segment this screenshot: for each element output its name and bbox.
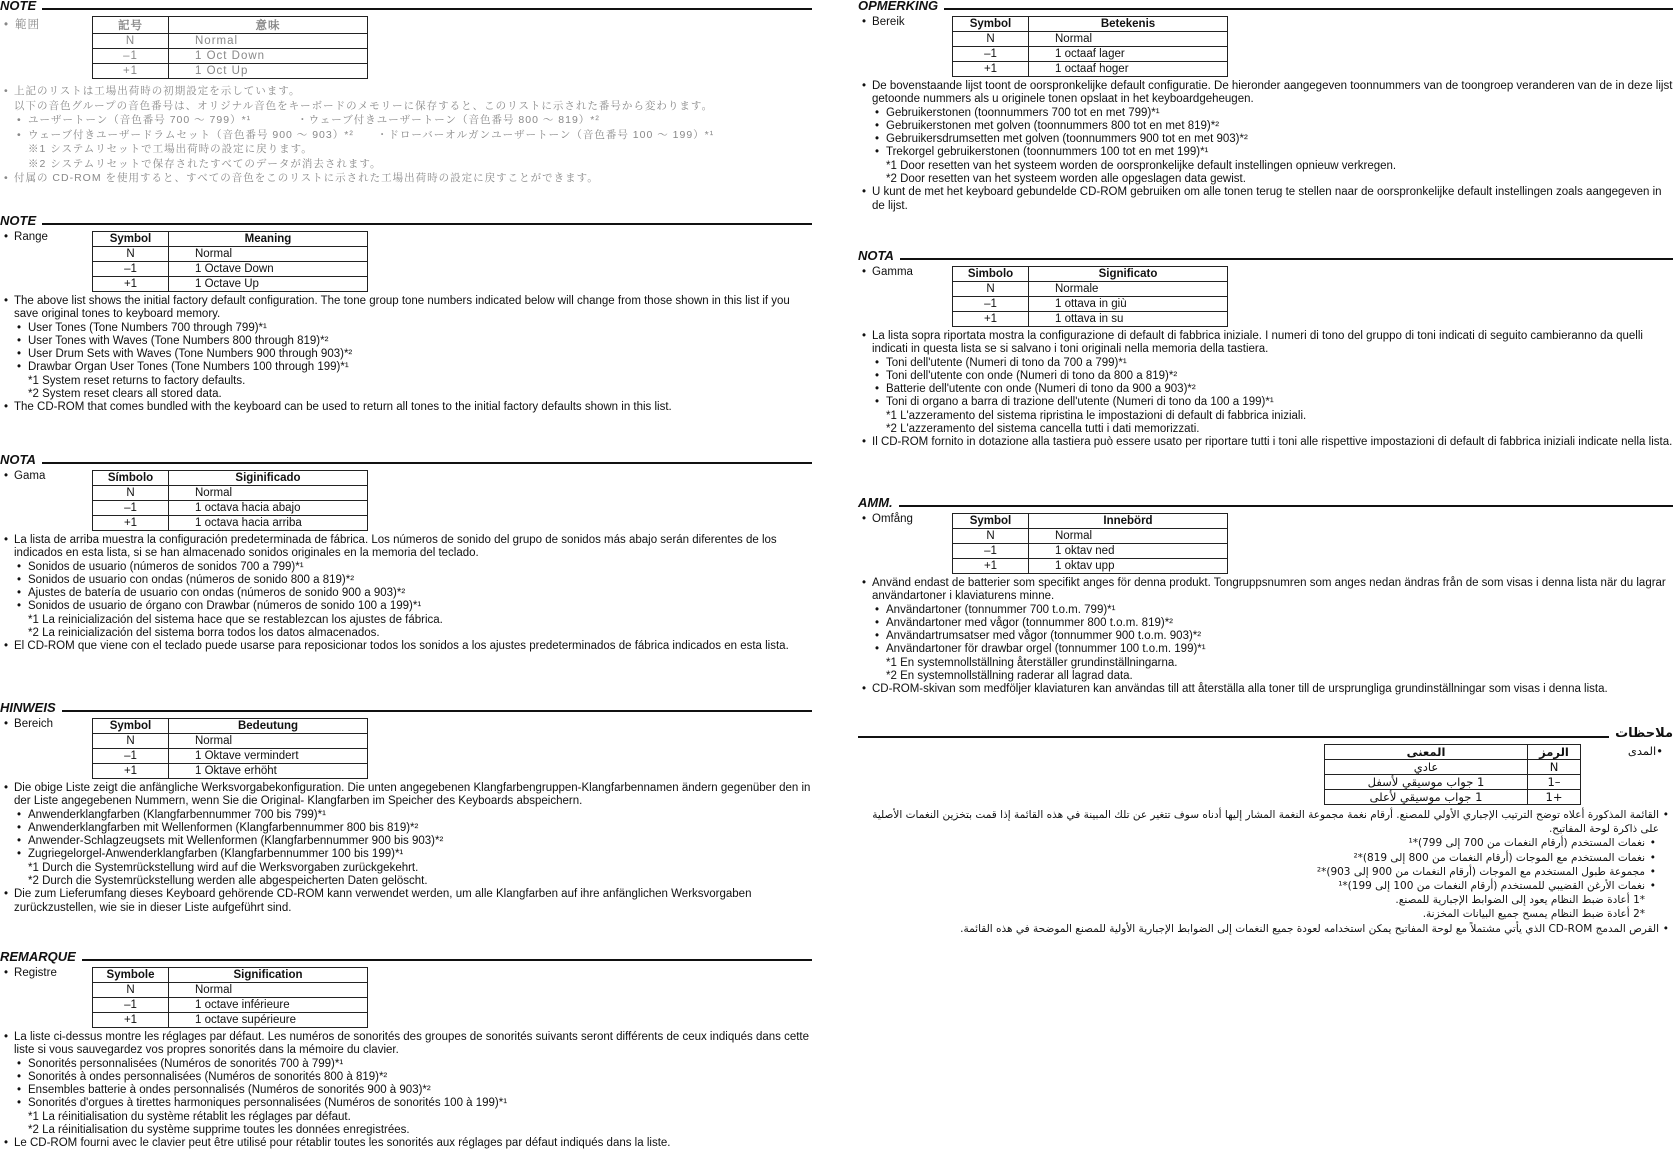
symbol-table: Symbol Betekenis N Normal –1 1 octaaf lager +1 1 octaaf hoger [952, 16, 1228, 77]
section-heading: OPMERKING [858, 0, 1673, 14]
heading-rule [858, 258, 1673, 260]
heading-rule [0, 462, 812, 464]
range-label: • 範囲 [4, 19, 41, 31]
heading-rule [858, 8, 1673, 10]
range-label: • Gama [4, 470, 46, 482]
heading-rule [0, 959, 812, 961]
symbol-table: Symbol Innebörd N Normal –1 1 oktav ned +1 1 oktav upp [952, 513, 1228, 574]
range-label: • Range [4, 231, 48, 243]
section-heading: ملاحظات [858, 728, 1673, 742]
range-label: • Omfång [862, 513, 913, 525]
range-label: • Gamma [862, 266, 913, 278]
section-body: • La liste ci-dessus montre les réglages par défaut. Les numéros de sonorités des groupes de sonorités suivants seront différents de ceux indiqués dans cette liste si vous sauvegardez vos propres sonorités dans la mémoire du clavier. • Sonorités personnalisées (Numéros de sonorités 700 à 799)*¹ • Sonorités à ondes personnalisées (Numéros de sonorités 800 à 819)*² • Ensembles batterie à ondes personnalisés (Numéros de sonorités 900 à 903)*² • Sonorités d'orgues à tirettes harmoniques personnalisées (Numéros de sonorités 100 à 199)*¹ *1 La réinitialisation du système rétablit les réglages par défaut. *2 La réinitialisation du système supprime toutes les données enregistrées. • Le CD-ROM fourni avec le clavier peut être utilisé pour rétablir toutes les sonorités aux réglages par défaut indiqués dans la liste. [4, 1031, 810, 1150]
section-heading: NOTA [0, 454, 812, 468]
heading-rule [0, 223, 812, 225]
symbol-table: Simbolo Significato N Normale –1 1 ottava in giù +1 1 ottava in su [952, 266, 1228, 327]
section-heading: NOTA [858, 250, 1673, 264]
range-label: • Bereich [4, 718, 54, 730]
symbol-table: Símbolo Siginificado N Normal –1 1 octava hacia abajo +1 1 octava hacia arriba [92, 470, 368, 531]
symbol-table: الرمز المعنى N عادي –1 1 جواب موسيقي لأسفل +1 1 جواب موسيقي لأعلى [1324, 744, 1581, 805]
symbol-table: Symbol Bedeutung N Normal –1 1 Oktave vermindert +1 1 Oktave erhöht [92, 718, 368, 779]
section-heading: NOTE [0, 215, 812, 229]
section-dutch [858, 0, 1673, 213]
section-body: • La lista de arriba muestra la configuración predeterminada de fábrica. Los números de sonido del grupo de sonidos más abajo serán diferentes de los indicados en esta lista, si se han almacenado sonidos originales en la memoria del teclado. • Sonidos de usuario (números de sonidos 700 a 799)*¹ • Sonidos de usuario con ondas (números de sonido 800 a 819)*² • Ajustes de batería de usuario con ondas (números de sonido 900 a 903)*² • Sonidos de usuario de órgano con Drawbar (números de sonido 100 a 199)*¹ *1 La reinicialización del sistema hace que se restablezcan los ajustes de fábrica. *2 La reinicialización del sistema borra todos los datos almacenados. • El CD-ROM que viene con el teclado puede usarse para reposicionar todos los sonidos a los ajustes predeterminados de fábrica indicados en esta lista. [4, 534, 789, 653]
section-spanish [0, 454, 812, 654]
heading-rule [858, 736, 1673, 738]
symbol-table: Symbole Signification N Normal –1 1 octave inférieure +1 1 octave supérieure [92, 967, 368, 1028]
section-heading: AMM. [858, 497, 1673, 511]
section-french [0, 951, 812, 1151]
range-label: • Bereik [862, 16, 905, 28]
section-body: • La lista sopra riportata mostra la configurazione di default di fabbrica iniziale. I numeri di tono del gruppo di toni indicati di seguito cambieranno da quelli indicati in questa lista se si salvano i toni originali nella memoria della tastiera. • Toni dell'utente (Numeri di tono da 700 a 799)*¹ • Toni dell'utente con onde (Numeri di tono da 800 a 819)*² • Batterie dell'utente con onde (Numeri di tono da 900 a 903)*² • Toni di organo a barra di trazione dell'utente (Numeri di tono da 100 a 199)*¹ *1 L'azzeramento del sistema ripristina le impostazioni di default di fabbrica iniziali. *2 L'azzeramento del sistema cancella tutti i dati memorizzati. • Il CD-ROM fornito in dotazione alla tastiera può essere usato per riportare tutti i toni alle rispettive impostazioni di default di fabbrica iniziali indicate nella lista. [862, 330, 1673, 449]
heading-rule [0, 710, 812, 712]
symbol-table: Symbol Meaning N Normal –1 1 Octave Down +1 1 Octave Up [92, 231, 368, 292]
section-body: • Använd endast de batterier som specifikt anges för denna produkt. Tongruppsnumren som anges nedan ändras från de som visas i denna lista när du lagrar användartoner i klaviaturens minne. • Användartoner (tonnummer 700 t.o.m. 799)*¹ • Användartoner med vågor (tonnummer 800 t.o.m. 819)*² • Användartrumsatser med vågor (tonnummer 900 t.o.m. 903)*² • Användartoner för drawbar orgel (tonnummer 100 t.o.m. 199)*¹ *1 En systemnollställning återställer grundinställningarna. *2 En systemnollställning raderar all lagrad data. • CD-ROM-skivan som medföljer klaviaturen kan användas till att återställa alla toner till de ursprungliga grundinställningar som visas i denna lista. [862, 577, 1666, 696]
section-heading: HINWEIS [0, 702, 812, 716]
section-heading: REMARQUE [0, 951, 812, 965]
section-swedish [858, 497, 1673, 697]
range-label: •المدى [1627, 744, 1663, 758]
section-body: • Die obige Liste zeigt die anfängliche Werksvorgabekonfiguration. Die unten angegebenen Klangfarbengruppen-Klangfarbennamen ändern gegenüber den in der Liste angegebenen Nummern, wenn Sie die Original- Klangfarben im Speicher des Keyboards abspeichern. • Anwenderklangfarben (Klangfarbennummer 700 bis 799)*¹ • Anwenderklangfarben mit Wellenformen (Klangfarbennummer 800 bis 819)*² • Anwender-Schlagzeugsets mit Wellenformen (Klangfarbennummer 900 bis 903)*² • Zugriegelorgel-Anwenderklangfarben (Klangfarbennummer 100 bis 199)*¹ *1 Durch die Systemrückstellung wird auf die Werksvorgaben zurückgekehrt. *2 Durch die Systemrückstellung werden alle abgespeicherten Daten gelöscht. • Die zum Lieferumfang dieses Keyboard gehörende CD-ROM kann verwendet werden, um alle Klangfarben auf ihre anfänglichen Werksvorgaben zurückzustellen, wie sie in dieser Liste aufgeführt sind. [4, 782, 811, 914]
section-body: • De bovenstaande lijst toont de oorspronkelijke default configuratie. De hieronder aangegeven toonnummers van de toongroep veranderen van de in deze lijst getoonde nummers als u originele tonen opslaat in het keyboardgeheugen. • Gebruikerstonen (toonnummers 700 tot en met 799)*¹ • Gebruikerstonen met golven (toonnummers 800 tot en met 819)*² • Gebruikersdrumsetten met golven (toonnummers 900 tot en met 903)*² • Trekorgel gebruikerstonen (toonnummers 100 tot en met 199)*¹ *1 Door resetten van het systeem worden de oorspronkelijke default instellingen opnieuw verkregen. *2 Door resetten van het systeem worden alle opgeslagen data gewist. • U kunt de met het keyboard gebundelde CD-ROM gebruiken om alle tonen terug te stellen naar de oorspronkelijke default instellingen zoals aangegeven in de lijst. [862, 80, 1673, 212]
section-body: • The above list shows the initial factory default configuration. The tone group tone numbers indicated below will change from those shown in this list if you save original tones to keyboard memory. • User Tones (Tone Numbers 700 through 799)*¹ • User Tones with Waves (Tone Numbers 800 through 819)*² • User Drum Sets with Waves (Tone Numbers 900 through 903)*² • Drawbar Organ User Tones (Tone Numbers 100 through 199)*¹ *1 System reset returns to factory defaults. *2 System reset clears all stored data. • The CD-ROM that comes bundled with the keyboard can be used to return all tones to the initial factory defaults shown in this list. [4, 295, 790, 414]
section-arabic [858, 728, 1673, 936]
section-body: • القائمة المذكورة أعلاه توضح الترتيب الإجباري الأولي للمصنع. أرقام نغمة مجموعة النغمة المشار إليها أدناه سوف تتغير عن تلك المبينة في هذه القائمة إذا قمت بتخزين النغمات الأصلية على ذاكرة لوحة المفاتيح. • نغمات المستخدم (أرقام النغمات من 700 إلى 799)*¹ • نغمات المستخدم مع الموجات (أرقام النغمات من 800 إلى 819)*² • مجموعة طبول المستخدم مع الموجات (أرقام النغمات من 900 إلى 903)*² • نغمات الأرغن القضيبي للمستخدم (أرقام النغمات من 100 إلى 199)*¹ *1 أعادة ضبط النظام يعود إلى الضوابط الإجبارية للمصنع. *2 أعادة ضبط النظام يمسح جميع البيانات المخزنة. • القرص المدمج CD-ROM الذي يأتي مشتملاً مع لوحة المفاتيح يمكن استخدامه لعودة جميع النغمات إلى الضوابط الإجبارية الأولية للمصنع الموضحة في هذه القائمة. [872, 809, 1669, 935]
heading-rule [0, 8, 812, 10]
range-label: • Registre [4, 967, 57, 979]
section-english [0, 215, 812, 415]
symbol-table: 記号 意味 N Normal –1 1 Oct Down +1 1 Oct Up [92, 16, 368, 79]
section-italian [858, 250, 1673, 450]
section-heading: NOTE [0, 0, 812, 14]
section-german [0, 702, 812, 915]
section-japanese [0, 0, 812, 186]
section-body: • 上記のリストは工場出荷時の初期設定を示しています。 以下の音色グループの音色番号は、オリジナル音色をキーボードのメモリーに保存すると、このリストに示された番号から変わります。 • ユーザートーン（音色番号 700 〜 799）*¹ ・ウェーブ付きユーザートーン（音色番号 800 〜 819）*² • ウェーブ付きユーザードラムセット（音色番号 900 〜 903）*² ・ドローバーオルガンユーザートーン（音色番号 100 〜 199）*¹ ※1 システムリセットで工場出荷時の設定に戻ります。 ※2 システムリセットで保存されたすべてのデータが消去されます。 • 付属の CD-ROM を使用すると、すべての音色をこのリストに示された工場出荷時の設定に戻すことができます。 [4, 85, 715, 184]
heading-rule [858, 505, 1673, 507]
